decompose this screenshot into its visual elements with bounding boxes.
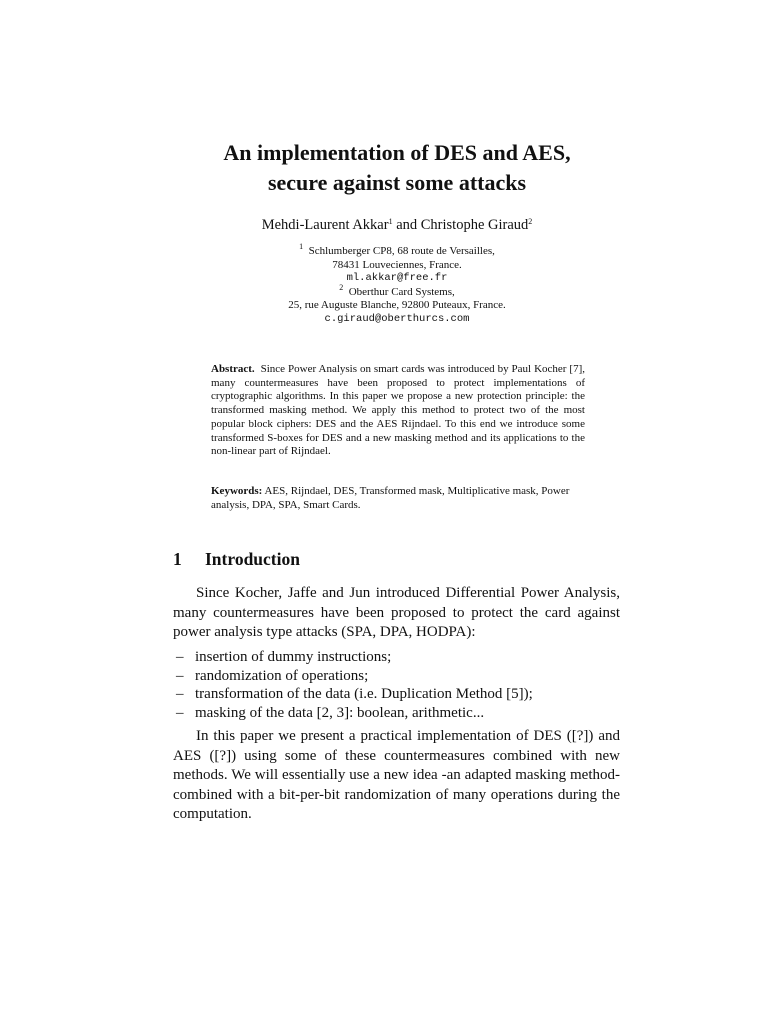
keywords-text: AES, Rijndael, DES, Transformed mask, Multiplicative mask, Power analysis, DPA, SPA, Smart Cards. <box>211 485 570 511</box>
author-line <box>0 217 768 234</box>
affiliation-1-line-2: 78431 Louveciennes, France. <box>332 258 462 271</box>
list-item-text: transformation of the data (i.e. Duplication Method [5]); <box>195 686 533 702</box>
affiliation-2-email[interactable]: c.giraud@oberthurcs.com <box>324 312 470 325</box>
countermeasure-list <box>176 648 533 722</box>
author-conjunction: and <box>392 217 421 233</box>
list-dash: – <box>176 649 184 665</box>
list-item-text: insertion of dummy instructions; <box>195 649 392 665</box>
affiliation-2-line-1 <box>0 282 768 300</box>
keywords <box>211 485 591 512</box>
list-dash: – <box>176 667 184 684</box>
abstract-label: Abstract. <box>211 363 255 375</box>
affiliation-2-mark: 2 <box>339 282 344 292</box>
section-title: Introduction <box>205 549 300 569</box>
list-item-text: randomization of operations; <box>195 667 369 684</box>
list-item <box>176 704 533 723</box>
author-1-affil-mark: 1 <box>388 217 393 226</box>
affiliation-1-line-1 <box>0 242 768 259</box>
affiliations <box>0 242 768 327</box>
affiliation-2-line-2: 25, rue Auguste Blanche, 92800 Puteaux, France. <box>288 299 506 312</box>
author-1: Mehdi-Laurent Akkar <box>261 217 389 233</box>
section-number: 1 <box>173 549 182 569</box>
keywords-label: Keywords: <box>211 485 263 497</box>
author-2: Christophe Giraud <box>420 217 529 233</box>
list-item <box>176 685 533 704</box>
affiliation-2-name: Oberthur Card Systems, <box>348 285 455 298</box>
intro-paragraph-2: In this paper we present a practical implementation of DES ([?]) and AES ([?]) using some of these countermeasures combined with new methods. We will essentially use a new idea -an adapted masking method- combined with a bit-per-bit randomization of many operations during the computation. <box>173 728 620 822</box>
affiliation-1-email[interactable]: ml.akkar@free.fr <box>346 272 448 285</box>
author-2-affil-mark: 2 <box>528 217 533 226</box>
list-item <box>176 648 533 667</box>
intro-paragraph-1: Since Kocher, Jaffe and Jun introduced Differential Power Analysis, many countermeasures have been proposed to protect the card against power analysis type attacks (SPA, DPA, HODPA): <box>173 585 620 640</box>
list-dash: – <box>176 704 184 721</box>
list-item <box>176 667 533 686</box>
affiliation-1-mark: 1 <box>299 242 304 251</box>
section-heading <box>173 549 300 570</box>
paper-title <box>0 138 768 198</box>
title-line-2: secure against some attacks <box>267 170 527 195</box>
abstract <box>211 363 585 459</box>
title-line-1: An implementation of DES and AES, <box>223 140 571 165</box>
affiliation-1-address: Schlumberger CP8, 68 route de Versailles, <box>308 245 495 257</box>
abstract-text: Since Power Analysis on smart cards was introduced by Paul Kocher [7], many countermeasures have been proposed to protect implementations of cryptographic algorithms. In this paper we propose a new protection principle: the transformed masking method. We apply this method to protect two of the most popular block ciphers: DES and the AES Rijndael. To this end we introduce some transformed S-boxes for DES and a new masking method and its applications to the non-linear part of Rijndael. <box>211 363 585 458</box>
list-item-text: masking of the data [2, 3]: boolean, arithmetic... <box>195 704 485 721</box>
list-dash: – <box>176 686 184 702</box>
